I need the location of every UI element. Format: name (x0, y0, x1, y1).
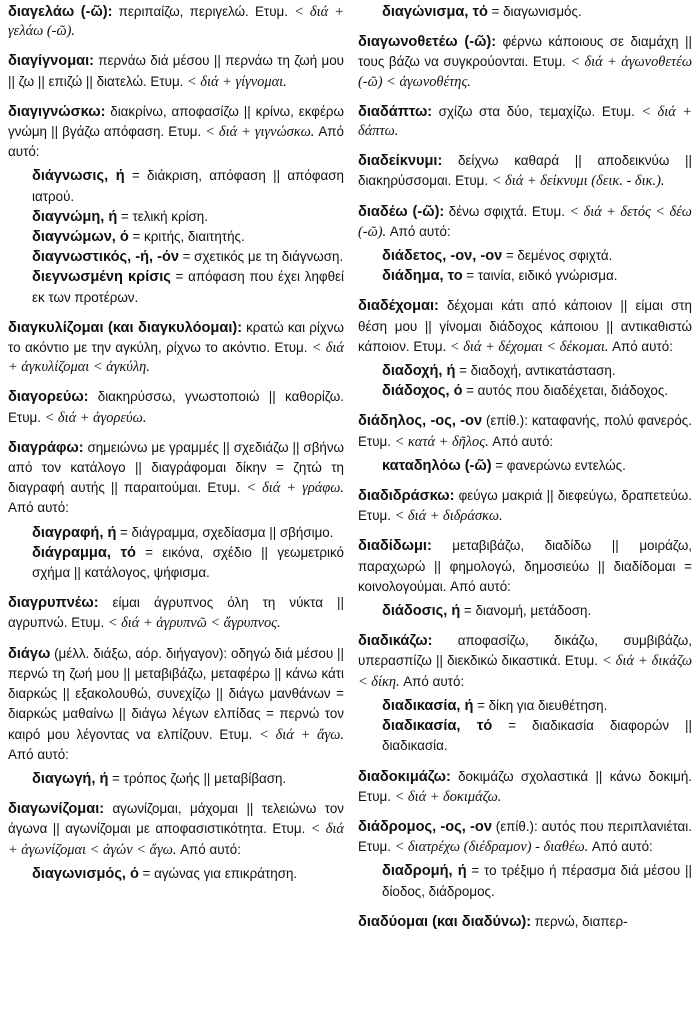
definition: δένω σφιχτά. Ετυμ. (448, 203, 565, 219)
etymology: < διά + ἀγκυλίζομαι < ἀγκύλη. (8, 340, 344, 376)
definition: (επίθ.): αυτός που περιπλανιέται. Ετυμ. (358, 818, 692, 855)
definition: = διαδοχή, αντικατάσταση. (459, 363, 616, 379)
definition: κρατώ και ρίχνω το ακόντιο με την αγκύλη, ρίχνω το ακόντιο. Ετυμ. (8, 319, 344, 356)
dictionary-entry (358, 912, 692, 932)
dictionary-entry (358, 102, 692, 141)
definition: φεύγω μακριά || διεφεύγω, δραπετεύω. Ετυμ. (358, 488, 692, 524)
definition: περνώ, διαπερ- (534, 913, 628, 929)
headword: διάγω (8, 645, 51, 662)
headword: διάδετος, -ον, -ον (382, 248, 503, 265)
etymology: < διά + ἀγωνίζομαι < ἀγών < ἄγω. (8, 821, 344, 858)
dictionary-subentry (32, 864, 344, 884)
headword: διαγνώμη, ή (32, 208, 118, 225)
definition: = διανομή, μετάδοση. (463, 603, 592, 619)
definition: = φανερώνω εντελώς. (495, 457, 626, 473)
definition: = εικόνα, σχέδιο || γεωμετρικό σχήμα || κατάλογος, ψήφισμα. (32, 544, 345, 581)
dictionary-subentry (382, 456, 692, 476)
dictionary-entry (358, 817, 692, 857)
headword: διάδηλος, -ος, -ον (358, 413, 483, 430)
definition: = κριτής, διαιτητής. (132, 229, 245, 245)
headword: διαγνωστικός, -ή, -όν (32, 249, 180, 266)
definition: = σχετικός με τη διάγνωση. (182, 249, 344, 265)
dictionary-subentry (382, 2, 692, 22)
dictionary-entry (358, 536, 692, 597)
definition: δοκιμάζω σχολαστικά || κάνω δοκιμή. Ετυμ. (358, 768, 692, 804)
definition: δέχομαι κάτι από κάποιον || είμαι στη θέση μου || γίνομαι διάδοχος κάποιου || αντικαθιστώ κάποιον. Ετυμ. (358, 298, 692, 354)
dictionary-subentry (382, 601, 692, 621)
right-column (358, 2, 692, 942)
headword: διαδέχομαι: (358, 298, 439, 315)
definition: = διαδικασία διαφορών || διαδικασία. (382, 718, 693, 754)
dictionary-entry (8, 799, 344, 860)
dictionary-entry (358, 32, 692, 92)
definition: = αγώνας για επικράτηση. (142, 865, 298, 881)
dictionary-subentry (32, 247, 344, 267)
etymology: < διατρέχω (διέδραμον) - διαθέω. (394, 839, 589, 856)
definition: αποφασίζω, δικάζω, συμβιβάζω, υπερασπίζω || διεκδικώ δικαστικά. Ετυμ. (358, 633, 692, 669)
headword: διαγελάω (-ῶ): (8, 4, 113, 20)
derivatives-note: Από αυτό: (612, 338, 673, 354)
derivatives-note: Από αυτό: (492, 433, 554, 449)
definition: = διάκριση, απόφαση || απόφαση ιατρού. (32, 168, 344, 204)
dictionary-subentry (382, 716, 692, 756)
headword: διάγνωσις, ή (32, 168, 125, 185)
etymology: < διά + δικάζω < δίκη. (358, 653, 692, 690)
etymology: < διά + γιγνώσκω. (205, 124, 315, 141)
headword: διάδοχος, ό (382, 383, 463, 400)
definition: διακηρύσσω, γνωστοποιώ || καθορίζω. Ετυμ. (8, 389, 344, 425)
headword: διαδάπτω: (358, 103, 433, 120)
headword: διαδοκιμάζω: (358, 768, 451, 785)
dictionary-entry (358, 767, 692, 807)
etymology: < διά + δείκνυμι (δεικ. - δικ.). (491, 173, 665, 190)
dictionary-subentry (32, 769, 344, 789)
definition: = απόφαση που έχει ληφθεί εκ των προτέρων. (32, 269, 344, 305)
headword: διάδρομος, -ος, -ον (358, 818, 492, 835)
dictionary-subentry (382, 246, 692, 266)
derivatives-note: Από αυτό: (403, 673, 465, 689)
headword: διαγιγνώσκω: (8, 103, 106, 120)
dictionary-subentry (382, 266, 692, 286)
headword: διαγωνισμός, ό (32, 865, 139, 882)
dictionary-entry (358, 411, 692, 451)
dictionary-entry (8, 51, 344, 91)
dictionary-subentry (32, 267, 344, 307)
etymology: < διά + ἄγω. (259, 726, 344, 743)
etymology: < διά + γελάω (-ῶ). (8, 4, 344, 40)
headword: διαδικασία, τό (382, 718, 493, 735)
headword: διαδικασία, ή (382, 697, 474, 714)
headword: διαδρομή, ή (382, 863, 467, 880)
dictionary-subentry (382, 381, 692, 401)
dictionary-entry (358, 296, 692, 357)
headword: διάγραμμα, τό (32, 544, 136, 561)
dictionary-subentry (32, 166, 344, 206)
dictionary-subentry (32, 207, 344, 227)
definition: = τελική κρίση. (120, 208, 208, 224)
definition: = διάγραμμα, σχεδίασμα || σβήσιμο. (119, 524, 334, 540)
dictionary-subentry (382, 861, 692, 901)
headword: διαγορεύω: (8, 389, 89, 406)
definition: δείχνω καθαρά || αποδεικνύω || διακηρύσσομαι. Ετυμ. (358, 153, 692, 189)
headword: διάδημα, το (382, 268, 463, 285)
definition: (επίθ.): καταφανής, πολύ φανερός. Ετυμ. (358, 413, 692, 449)
headword: διαδέω (-ῶ): (358, 203, 445, 220)
derivatives-note: Από αυτό: (8, 746, 69, 762)
dictionary-subentry (32, 227, 344, 247)
definition: περιπαίζω, περιγελώ. Ετυμ. (118, 4, 288, 19)
headword: διαδοχή, ή (382, 363, 456, 380)
dictionary-entry (8, 102, 344, 163)
headword: διαγνώμων, ό (32, 229, 129, 246)
definition: μεταβιβάζω, διαδίδω || μοιράζω, παραχωρώ || φημολογώ, δημοσιεύω || διαδίδομαι = κοινολογούμαι. (358, 538, 692, 594)
definition: = αυτός που διαδέχεται, διάδοχος. (466, 383, 669, 399)
headword: διαδίδωμι: (358, 538, 432, 555)
headword: διάδοσις, ή (382, 603, 461, 620)
etymology: < διά + γράφω. (246, 480, 344, 497)
dictionary-entry (8, 593, 344, 633)
definition: σχίζω στα δύο, τεμαχίζω. Ετυμ. (438, 103, 635, 119)
derivatives-note: Από αυτό: (450, 578, 511, 594)
definition: = δίκη για διευθέτηση. (477, 697, 608, 713)
headword: διαγραφή, ή (32, 524, 117, 541)
dictionary-subentry (32, 543, 344, 583)
headword: διαγίγνομαι: (8, 53, 95, 70)
headword: καταδηλόω (-ῶ) (382, 457, 492, 474)
dictionary-entry (8, 387, 344, 427)
etymology: < διά + ἀγρυπνῶ < ἄγρυπνος. (107, 615, 281, 632)
etymology: < διά + δοκιμάζω. (394, 788, 502, 805)
dictionary-subentry (382, 696, 692, 716)
etymology: < διά + γίγνομαι. (187, 73, 287, 90)
headword: διεγνωσμένη κρίσις (32, 269, 171, 286)
definition: = διαγωνισμός. (491, 4, 582, 19)
headword: διαγώνισμα, τό (382, 4, 488, 20)
dictionary-entry (358, 202, 692, 242)
dictionary-subentry (32, 523, 344, 543)
headword: διαδείκνυμι: (358, 153, 443, 170)
left-column (8, 2, 344, 884)
definition: είμαι άγρυπνος όλη τη νύκτα || αγρυπνώ. Ετυμ. (8, 595, 344, 631)
derivatives-note: Από αυτό: (591, 839, 653, 855)
dictionary-entry (358, 486, 692, 526)
definition: περνάω διά μέσου || περνάω τη ζωή μου || ζω || επιζώ || διατελώ. Ετυμ. (8, 53, 344, 89)
definition: διακρίνω, αποφασίζω || κρίνω, εκφέρω γνώμη || βγάζω απόφαση. Ετυμ. (8, 103, 344, 140)
etymology: < διά + δάπτω. (358, 103, 692, 140)
derivatives-note: Από αυτό: (8, 124, 344, 160)
dictionary-entry (358, 151, 692, 191)
definition: = ταινία, ειδικό γνώρισμα. (466, 268, 618, 284)
headword: διαδύομαι (και διαδύνω): (358, 913, 532, 930)
headword: διαδικάζω: (358, 633, 433, 650)
definition: αγωνίζομαι, μάχομαι || τελειώνω τον άγωνα || αγωνίζομαι με αποφασιστικότητα. Ετυμ. (8, 801, 344, 837)
headword: διαγωγή, ή (32, 770, 109, 787)
definition: σημειώνω με γραμμές || σχεδιάζω || σβήνω από τον κατάλογο || διαγράφομαι δίκην = ζητώ τη διαγραφή αυτής || παραιτούμαι. Ετυμ. (8, 439, 344, 496)
derivatives-note: Από αυτό: (389, 223, 451, 239)
etymology: < διά + ἀγωνοθετέω (-ῶ) < ἀγωνοθέτης. (358, 54, 692, 90)
etymology: < διά + δέχομαι < δέκομαι. (449, 338, 609, 355)
dictionary-entry (358, 631, 692, 692)
headword: διαδιδράσκω: (358, 488, 455, 505)
definition: (μέλλ. διάξω, αόρ. διήγαγον): οδηγώ διά μέσου || περνώ τη ζωή μου || μεταβιβάζω, μεταφέρω || κάνω κάτι διαρκώς || εξακολουθώ, συνεχίζω || διάγω μανθάνων = διαρκώς μαθαίνω || διάγω λέγων ελπίδας = περνώ τον καιρό μου λέγοντας να ελπίζουν. Ετυμ. (8, 645, 344, 742)
definition: = το τρέξιμο ή πέρασμα διά μέσου || δίοδος, διάδρομος. (382, 863, 692, 899)
dictionary-entry (8, 438, 344, 519)
definition: = τρόπος ζωής || μεταβίβαση. (111, 770, 287, 786)
headword: διαγρυπνέω: (8, 595, 99, 612)
headword: διαγράφω: (8, 439, 84, 456)
etymology: < διά + ἀγορεύω. (44, 409, 147, 426)
dictionary-entry (8, 2, 344, 41)
headword: διαγωνίζομαι: (8, 801, 105, 818)
derivatives-note: Από αυτό: (8, 500, 69, 516)
derivatives-note: Από αυτό: (180, 841, 241, 857)
etymology: < διά + δετός < δέω (-ῶ). (358, 203, 692, 240)
dictionary-entry (8, 318, 344, 378)
etymology: < διά + διδράσκω. (394, 508, 503, 525)
headword: διαγκυλίζομαι (και διαγκυλόομαι): (8, 319, 243, 336)
dictionary-subentry (382, 361, 692, 381)
dictionary-entry (8, 644, 344, 765)
definition: φέρνω κάποιους σε διαμάχη || τους βάζω να συγκρούονται. Ετυμ. (358, 34, 692, 70)
definition: = δεμένος σφιχτά. (505, 248, 613, 264)
etymology: < κατά + δῆλος. (394, 433, 489, 450)
headword: διαγωνοθετέω (-ῶ): (358, 34, 497, 51)
